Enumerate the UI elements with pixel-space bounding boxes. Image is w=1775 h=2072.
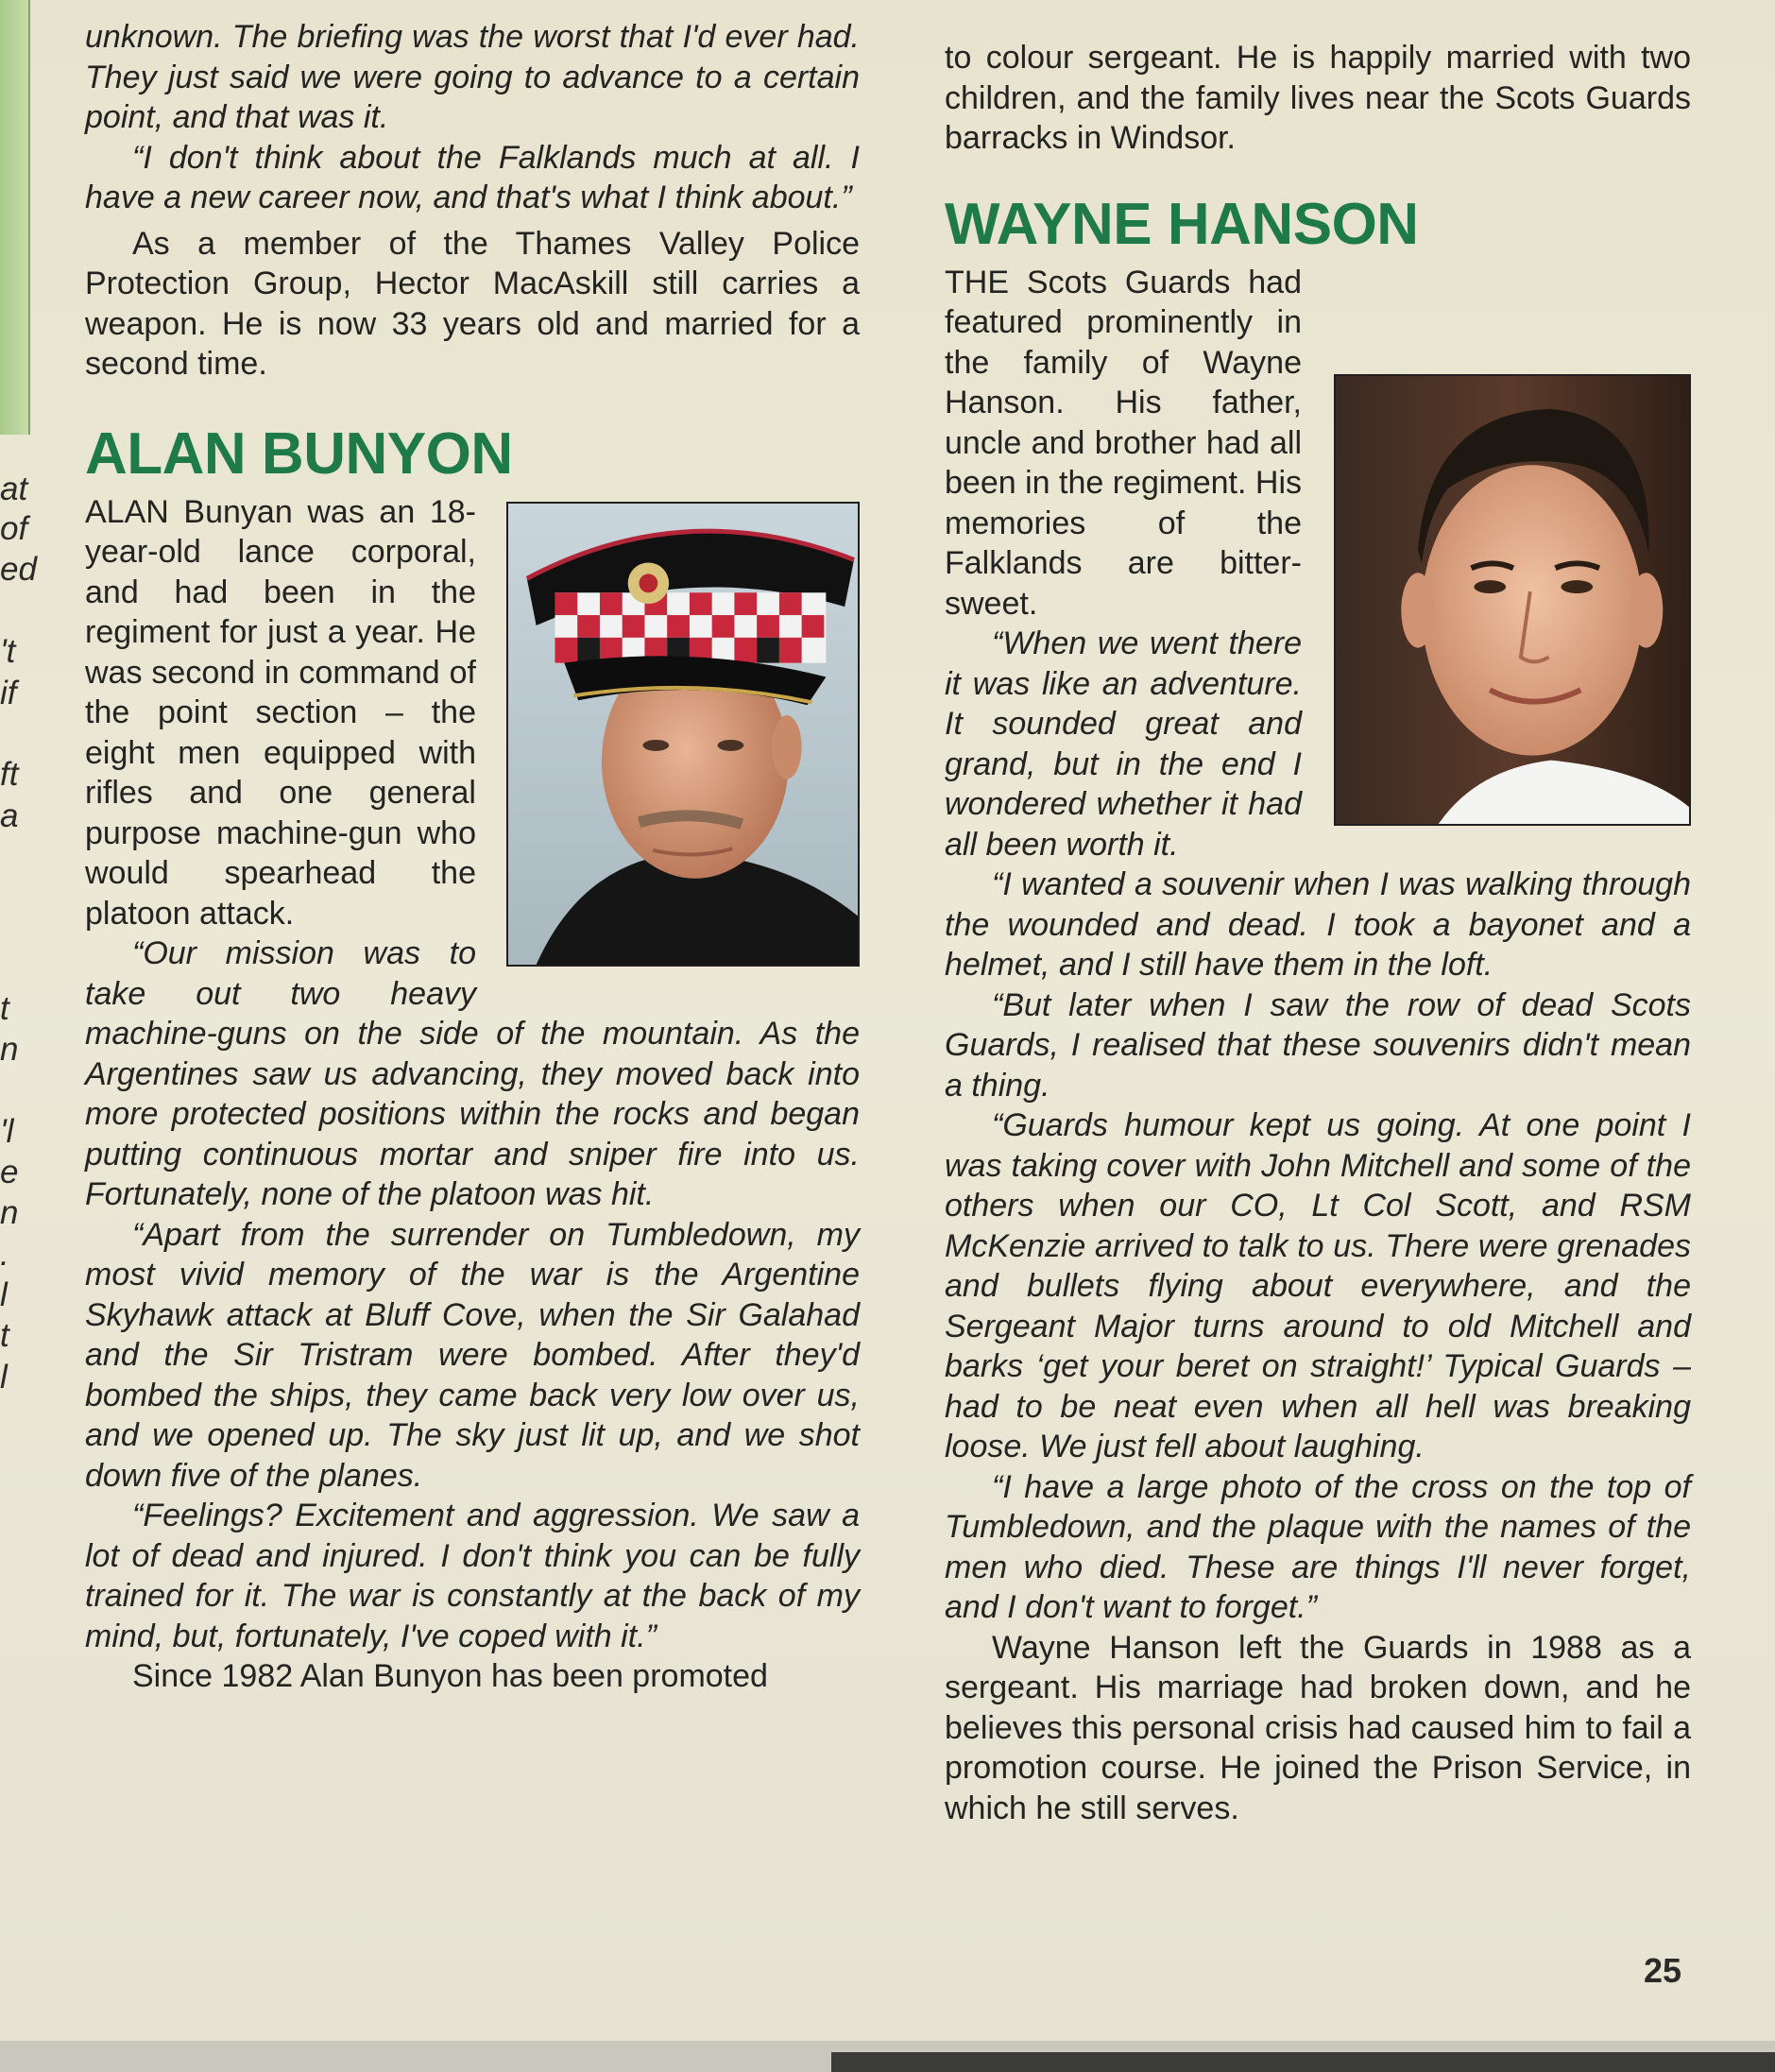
margin-fragment: at (0, 471, 28, 507)
section-heading-alan-bunyon: ALAN BUNYON (85, 420, 513, 487)
guardsman-portrait-image (508, 504, 858, 965)
margin-fragment: . (0, 1236, 9, 1273)
alan-bunyon-photo (506, 502, 860, 967)
green-sidebar-strip (0, 0, 30, 435)
man-portrait-image (1336, 376, 1689, 824)
bunyon-intro-text: ALAN Bunyan was an 18-year-old lance corporal, and had been in the regiment for just a year. He was second in command of the point section – the eight men equipped with rifles and one general purpose machine-gun who would spearhead the platoon attack. (85, 493, 476, 932)
margin-fragment: t (0, 1317, 9, 1354)
margin-fragment: of (0, 510, 28, 547)
next-page-edge (831, 2052, 1775, 2072)
previous-page-margin (0, 0, 94, 2041)
margin-fragment: 't (0, 633, 16, 670)
hanson-quote-tumbledown-photo: “I have a large photo of the cross on the top of Tumbledown, and the plaque with the names of the men who died. These are things I'll never forget, and I don't want to forget.” (945, 1468, 1691, 1626)
margin-fragment: l (0, 1359, 8, 1396)
right-column (945, 38, 1691, 1828)
margin-fragment: ft (0, 756, 19, 793)
intro-closing-paragraph: As a member of the Thames Valley Police Protection Group, Hector MacAskill still carries a weapon. He is now 33 years old and married for a second time. (85, 225, 860, 382)
bunyon-closing-paragraph: Since 1982 Alan Bunyon has been promoted (132, 1658, 768, 1695)
section-heading-wayne-hanson: WAYNE HANSON (945, 191, 1419, 257)
bunyon-continuation-paragraph: to colour sergeant. He is happily married with two children, and the family lives near the Scots Guards barracks in Windsor. (945, 40, 1691, 156)
intro-quote-paragraph: “I don't think about the Falklands much at all. I have a new career now, and that's what I think about.” (85, 139, 860, 215)
hanson-intro-text: THE Scots Guards had featured prominently in the family of Wayne Hanson. His father, uncle and brother had all been in the regiment. His memories of the Falklands are bitter-sweet. (945, 264, 1302, 622)
hanson-quote-souvenir: “I wanted a souvenir when I was walking through the wounded and dead. I took a bayonet and a helmet, and I still have them in the loft. (945, 866, 1691, 984)
page-number: 25 (1644, 1951, 1682, 1990)
margin-fragment: a (0, 797, 19, 834)
intro-paragraph: unknown. The briefing was the worst that I'd ever had. They just said we were going to advance to a certain point, and that was it. (85, 19, 860, 135)
wayne-hanson-photo (1334, 374, 1691, 826)
hanson-quote-guards-humour: “Guards humour kept us going. At one point I was taking cover with John Mitchell and some of the others when our CO, Lt Col Scott, and RSM McKenzie arrived to talk to us. There were grenades and bullets flying about everywhere, and the Sergeant Major turns around to old Mitchell and barks ‘get your beret on straight!’ Typical Guards – had to be neat even when all hell was breaking loose. We just fell about laughing. (945, 1107, 1691, 1465)
margin-fragment: t (0, 990, 9, 1027)
bunyon-quote-skyhawk: “Apart from the surrender on Tumbledown, my most vivid memory of the war is the Argentine Skyhawk attack at Bluff Cove, when the Sir Galahad and the Sir Tristram were bombed. After they'd bombed the ships, they came back very low over us, and we opened up. The sky just lit up, and we shot down five of the planes. (85, 1216, 860, 1494)
bunyon-intro-paragraph (85, 492, 860, 934)
margin-fragment: e (0, 1154, 19, 1190)
left-column (85, 17, 860, 1697)
margin-fragment: n (0, 1194, 19, 1231)
margin-fragment: 'l (0, 1113, 14, 1150)
hanson-quote-adventure: “When we went there it was like an adventure. It sounded great and grand, but in the end I wondered whether it had all been worth it. (945, 625, 1302, 863)
margin-fragment: if (0, 675, 17, 711)
hanson-quote-row-of-dead: “But later when I saw the row of dead Scots Guards, I realised that these souvenirs didn't mean a thing. (945, 986, 1691, 1104)
margin-fragment: n (0, 1031, 19, 1068)
hanson-closing-paragraph: Wayne Hanson left the Guards in 1988 as a sergeant. His marriage had broken down, and he believes this personal crisis had caused him to fail a promotion course. He joined the Prison Service, in which he still serves. (945, 1629, 1691, 1826)
bunyon-quote-mission: “Our mission was to take out two heavy machine-guns on the side of the mountain. As the Argentines saw us advancing, they moved back into more protected positions within the rocks and began putting continuous mortar and sniper fire into us. Fortunately, none of the platoon was hit. (85, 935, 860, 1213)
bunyon-quote-feelings: “Feelings? Excitement and aggression. We saw a lot of dead and injured. I don't think you can be fully trained for it. The war is constantly at the back of my mind, but, fortunately, I've coped with it.” (85, 1498, 860, 1654)
hanson-intro-paragraph (945, 263, 1691, 625)
margin-fragment: ed (0, 551, 37, 588)
margin-fragment: l (0, 1276, 8, 1313)
